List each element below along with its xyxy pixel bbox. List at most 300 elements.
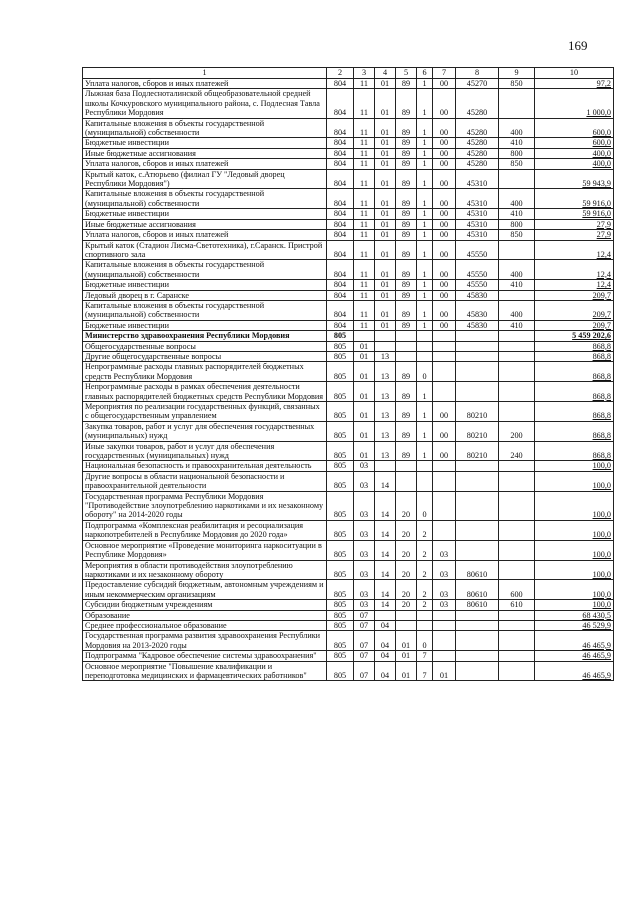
amount: 5 459 202,6 bbox=[535, 331, 614, 341]
code-event bbox=[433, 331, 456, 341]
code-direction bbox=[456, 382, 499, 402]
code-expense-type bbox=[499, 331, 535, 341]
row-name: Капитальные вложения в объекты государственной (муниципальной) собственности bbox=[83, 300, 327, 320]
code-program bbox=[396, 331, 417, 341]
code-program: 89 bbox=[396, 290, 417, 300]
code-subsection: 13 bbox=[375, 362, 396, 382]
header-row bbox=[83, 68, 614, 79]
row-name: Общегосударственные вопросы bbox=[83, 341, 327, 351]
code-subsection: 13 bbox=[375, 402, 396, 422]
code-event: 03 bbox=[433, 560, 456, 580]
column-header: 6 bbox=[417, 68, 433, 79]
code-section: 01 bbox=[354, 441, 375, 461]
code-subsection: 13 bbox=[375, 441, 396, 461]
code-subsection: 04 bbox=[375, 620, 396, 630]
table-row bbox=[83, 138, 614, 148]
code-event bbox=[433, 620, 456, 630]
code-event: 00 bbox=[433, 209, 456, 219]
code-subprogram: 1 bbox=[417, 219, 433, 229]
code-program: 89 bbox=[396, 441, 417, 461]
code-expense-type: 410 bbox=[499, 209, 535, 219]
amount: 46 465,9 bbox=[535, 661, 614, 681]
code-section: 03 bbox=[354, 580, 375, 600]
row-name: Лыжная база Подлесноталинской общеобразовательной средней школы Кочкуровского муниципального района, с. Подлесная Тавла Республики Мордовия bbox=[83, 89, 327, 118]
code-ministry: 805 bbox=[327, 600, 354, 610]
code-expense-type bbox=[499, 610, 535, 620]
column-header: 10 bbox=[535, 68, 614, 79]
row-name: Образование bbox=[83, 610, 327, 620]
code-subprogram: 1 bbox=[417, 320, 433, 330]
code-subprogram: 1 bbox=[417, 402, 433, 422]
code-expense-type: 400 bbox=[499, 189, 535, 209]
code-ministry: 804 bbox=[327, 219, 354, 229]
code-section: 11 bbox=[354, 320, 375, 330]
code-subsection: 14 bbox=[375, 471, 396, 491]
table-row bbox=[83, 290, 614, 300]
amount: 600,0 bbox=[535, 138, 614, 148]
code-subprogram bbox=[417, 341, 433, 351]
code-subsection: 01 bbox=[375, 89, 396, 118]
code-ministry: 804 bbox=[327, 169, 354, 189]
row-name: Основное мероприятие «Проведение мониторинга наркоситуации в Республике Мордовия» bbox=[83, 540, 327, 560]
code-direction bbox=[456, 610, 499, 620]
row-name: Основное мероприятие "Повышение квалификации и переподготовка медицинских и фармацевтических работников" bbox=[83, 661, 327, 681]
row-name: Капитальные вложения в объекты государственной (муниципальной) собственности bbox=[83, 260, 327, 280]
table-row bbox=[83, 540, 614, 560]
code-section: 03 bbox=[354, 600, 375, 610]
code-subsection: 04 bbox=[375, 651, 396, 661]
row-name: Подпрограмма "Кадровое обеспечение системы здравоохранения" bbox=[83, 651, 327, 661]
code-program: 89 bbox=[396, 148, 417, 158]
code-program: 89 bbox=[396, 300, 417, 320]
code-section: 11 bbox=[354, 79, 375, 89]
code-program: 89 bbox=[396, 138, 417, 148]
code-program: 89 bbox=[396, 260, 417, 280]
code-program: 01 bbox=[396, 661, 417, 681]
code-ministry: 805 bbox=[327, 580, 354, 600]
code-subprogram: 2 bbox=[417, 560, 433, 580]
code-direction bbox=[456, 620, 499, 630]
code-direction: 80210 bbox=[456, 421, 499, 441]
code-subsection: 01 bbox=[375, 320, 396, 330]
code-ministry: 804 bbox=[327, 230, 354, 240]
code-program bbox=[396, 351, 417, 361]
code-section: 11 bbox=[354, 169, 375, 189]
amount: 12,4 bbox=[535, 240, 614, 260]
code-subprogram: 2 bbox=[417, 580, 433, 600]
code-section: 11 bbox=[354, 209, 375, 219]
code-program bbox=[396, 471, 417, 491]
code-subprogram: 1 bbox=[417, 441, 433, 461]
code-event: 00 bbox=[433, 290, 456, 300]
row-name: Министерство здравоохранения Республики Мордовия bbox=[83, 331, 327, 341]
table-row bbox=[83, 219, 614, 229]
code-expense-type: 400 bbox=[499, 260, 535, 280]
code-subprogram: 1 bbox=[417, 79, 433, 89]
code-section: 03 bbox=[354, 560, 375, 580]
code-expense-type bbox=[499, 471, 535, 491]
code-subsection: 14 bbox=[375, 580, 396, 600]
code-subsection: 14 bbox=[375, 520, 396, 540]
amount: 400,0 bbox=[535, 148, 614, 158]
code-subprogram: 2 bbox=[417, 520, 433, 540]
column-header: 8 bbox=[456, 68, 499, 79]
code-ministry: 805 bbox=[327, 351, 354, 361]
table-row bbox=[83, 280, 614, 290]
row-name: Непрограммные расходы в рамках обеспечения деятельности главных распорядителей бюджетных средств Республики Мордовия bbox=[83, 382, 327, 402]
code-program: 01 bbox=[396, 631, 417, 651]
code-expense-type bbox=[499, 631, 535, 651]
code-subprogram: 2 bbox=[417, 600, 433, 610]
code-expense-type: 600 bbox=[499, 580, 535, 600]
code-expense-type bbox=[499, 491, 535, 520]
code-subprogram bbox=[417, 351, 433, 361]
code-program bbox=[396, 461, 417, 471]
code-section: 01 bbox=[354, 421, 375, 441]
code-direction: 80610 bbox=[456, 580, 499, 600]
code-section: 01 bbox=[354, 351, 375, 361]
code-subsection: 14 bbox=[375, 560, 396, 580]
code-program: 89 bbox=[396, 402, 417, 422]
table-row bbox=[83, 300, 614, 320]
code-expense-type bbox=[499, 382, 535, 402]
amount: 27,9 bbox=[535, 230, 614, 240]
table-row bbox=[83, 79, 614, 89]
code-event: 03 bbox=[433, 580, 456, 600]
row-name: Иные закупки товаров, работ и услуг для обеспечения государственных (муниципальных) нужд bbox=[83, 441, 327, 461]
row-name: Государственная программа развития здравоохранения Республики Мордовия на 2013-2020 годы bbox=[83, 631, 327, 651]
table-row bbox=[83, 661, 614, 681]
code-expense-type bbox=[499, 362, 535, 382]
code-expense-type bbox=[499, 560, 535, 580]
code-subprogram: 0 bbox=[417, 631, 433, 651]
code-event: 00 bbox=[433, 421, 456, 441]
code-ministry: 804 bbox=[327, 118, 354, 138]
code-expense-type: 800 bbox=[499, 148, 535, 158]
amount: 59 943,9 bbox=[535, 169, 614, 189]
code-direction: 80210 bbox=[456, 402, 499, 422]
code-program: 20 bbox=[396, 540, 417, 560]
code-section: 07 bbox=[354, 651, 375, 661]
code-program: 20 bbox=[396, 560, 417, 580]
code-subsection: 01 bbox=[375, 290, 396, 300]
code-section: 03 bbox=[354, 471, 375, 491]
code-expense-type bbox=[499, 540, 535, 560]
row-name: Капитальные вложения в объекты государственной (муниципальной) собственности bbox=[83, 189, 327, 209]
code-program: 89 bbox=[396, 280, 417, 290]
code-subprogram bbox=[417, 471, 433, 491]
code-expense-type bbox=[499, 240, 535, 260]
code-ministry: 805 bbox=[327, 631, 354, 651]
row-name: Подпрограмма «Комплексная реабилитация и ресоциализация наркопотребителей в Республике Мордовия до 2020 года» bbox=[83, 520, 327, 540]
code-subprogram: 1 bbox=[417, 280, 433, 290]
amount: 209,7 bbox=[535, 300, 614, 320]
code-section: 01 bbox=[354, 341, 375, 351]
table-row bbox=[83, 491, 614, 520]
code-section: 11 bbox=[354, 148, 375, 158]
code-event: 00 bbox=[433, 230, 456, 240]
row-name: Предоставление субсидий бюджетным, автономным учреждениям и иным некоммерческим организациям bbox=[83, 580, 327, 600]
code-program: 89 bbox=[396, 240, 417, 260]
code-direction: 45550 bbox=[456, 260, 499, 280]
amount: 12,4 bbox=[535, 260, 614, 280]
code-event: 03 bbox=[433, 540, 456, 560]
table-row bbox=[83, 189, 614, 209]
row-name: Бюджетные инвестиции bbox=[83, 280, 327, 290]
row-name: Крытый каток (Стадион Лисма-Светотехника), г.Саранск. Пристрой спортивного зала bbox=[83, 240, 327, 260]
code-direction: 45280 bbox=[456, 89, 499, 118]
code-expense-type bbox=[499, 661, 535, 681]
code-ministry: 804 bbox=[327, 189, 354, 209]
code-section: 07 bbox=[354, 620, 375, 630]
amount: 59 916,0 bbox=[535, 189, 614, 209]
amount: 46 465,9 bbox=[535, 651, 614, 661]
column-header: 2 bbox=[327, 68, 354, 79]
code-event bbox=[433, 491, 456, 520]
code-program: 01 bbox=[396, 651, 417, 661]
code-direction: 45280 bbox=[456, 138, 499, 148]
code-subsection: 13 bbox=[375, 382, 396, 402]
code-expense-type bbox=[499, 461, 535, 471]
code-program: 89 bbox=[396, 320, 417, 330]
amount: 868,8 bbox=[535, 402, 614, 422]
amount: 868,8 bbox=[535, 421, 614, 441]
code-direction: 45830 bbox=[456, 300, 499, 320]
row-name: Государственная программа Республики Мордовия "Противодействие злоупотреблению наркотиками и их незаконному обороту" на 2014-2020 годы bbox=[83, 491, 327, 520]
table-row bbox=[83, 159, 614, 169]
code-subsection bbox=[375, 461, 396, 471]
table-row bbox=[83, 362, 614, 382]
code-section: 07 bbox=[354, 661, 375, 681]
code-section: 11 bbox=[354, 230, 375, 240]
code-event: 00 bbox=[433, 441, 456, 461]
code-event: 01 bbox=[433, 661, 456, 681]
code-subsection: 01 bbox=[375, 280, 396, 290]
row-name: Мероприятия по реализации государственных функций, связанных с общегосударственным управлением bbox=[83, 402, 327, 422]
code-ministry: 805 bbox=[327, 520, 354, 540]
code-subprogram: 7 bbox=[417, 651, 433, 661]
code-direction: 45550 bbox=[456, 280, 499, 290]
table-row bbox=[83, 651, 614, 661]
amount: 27,9 bbox=[535, 219, 614, 229]
code-expense-type: 410 bbox=[499, 320, 535, 330]
code-direction: 45310 bbox=[456, 230, 499, 240]
code-direction: 45310 bbox=[456, 209, 499, 219]
code-expense-type: 410 bbox=[499, 280, 535, 290]
code-event: 00 bbox=[433, 118, 456, 138]
row-name: Бюджетные инвестиции bbox=[83, 320, 327, 330]
table-body bbox=[83, 79, 614, 681]
amount: 100,0 bbox=[535, 580, 614, 600]
code-event bbox=[433, 341, 456, 351]
code-ministry: 804 bbox=[327, 290, 354, 300]
code-direction: 45310 bbox=[456, 169, 499, 189]
code-expense-type bbox=[499, 651, 535, 661]
code-expense-type bbox=[499, 520, 535, 540]
amount: 868,8 bbox=[535, 441, 614, 461]
code-subsection: 01 bbox=[375, 118, 396, 138]
code-direction bbox=[456, 661, 499, 681]
amount: 100,0 bbox=[535, 461, 614, 471]
code-section: 11 bbox=[354, 300, 375, 320]
code-event: 00 bbox=[433, 138, 456, 148]
code-direction bbox=[456, 631, 499, 651]
table-row bbox=[83, 560, 614, 580]
code-section: 03 bbox=[354, 461, 375, 471]
table-row bbox=[83, 600, 614, 610]
code-subsection: 01 bbox=[375, 138, 396, 148]
code-subsection: 04 bbox=[375, 661, 396, 681]
amount: 59 916,0 bbox=[535, 209, 614, 219]
code-ministry: 805 bbox=[327, 331, 354, 341]
code-direction: 80610 bbox=[456, 600, 499, 610]
table-row bbox=[83, 471, 614, 491]
code-subprogram: 1 bbox=[417, 159, 433, 169]
code-program: 89 bbox=[396, 382, 417, 402]
code-subsection: 14 bbox=[375, 540, 396, 560]
code-direction bbox=[456, 491, 499, 520]
code-expense-type: 400 bbox=[499, 300, 535, 320]
code-ministry: 804 bbox=[327, 240, 354, 260]
table-row bbox=[83, 341, 614, 351]
code-direction: 45830 bbox=[456, 290, 499, 300]
code-subprogram: 1 bbox=[417, 209, 433, 219]
code-section: 03 bbox=[354, 540, 375, 560]
code-program: 20 bbox=[396, 600, 417, 610]
code-direction: 45310 bbox=[456, 189, 499, 209]
amount: 100,0 bbox=[535, 471, 614, 491]
amount: 868,8 bbox=[535, 341, 614, 351]
code-program: 89 bbox=[396, 421, 417, 441]
code-section: 07 bbox=[354, 610, 375, 620]
code-event bbox=[433, 461, 456, 471]
code-program: 89 bbox=[396, 209, 417, 219]
code-ministry: 805 bbox=[327, 382, 354, 402]
code-event: 00 bbox=[433, 89, 456, 118]
code-ministry: 804 bbox=[327, 209, 354, 219]
page-number: 169 bbox=[568, 38, 588, 53]
code-subprogram: 1 bbox=[417, 118, 433, 138]
row-name: Другие общегосударственные вопросы bbox=[83, 351, 327, 361]
code-event: 00 bbox=[433, 189, 456, 209]
code-section: 01 bbox=[354, 382, 375, 402]
amount: 868,8 bbox=[535, 351, 614, 361]
code-section: 11 bbox=[354, 260, 375, 280]
amount: 12,4 bbox=[535, 280, 614, 290]
row-name: Иные бюджетные ассигнования bbox=[83, 219, 327, 229]
table-row bbox=[83, 580, 614, 600]
code-program: 20 bbox=[396, 580, 417, 600]
code-event: 00 bbox=[433, 300, 456, 320]
row-name: Субсидии бюджетным учреждениям bbox=[83, 600, 327, 610]
table-row bbox=[83, 461, 614, 471]
column-header: 1 bbox=[83, 68, 327, 79]
row-name: Уплата налогов, сборов и иных платежей bbox=[83, 79, 327, 89]
code-section: 11 bbox=[354, 89, 375, 118]
amount: 600,0 bbox=[535, 118, 614, 138]
code-expense-type bbox=[499, 402, 535, 422]
row-name: Капитальные вложения в объекты государственной (муниципальной) собственности bbox=[83, 118, 327, 138]
code-program: 89 bbox=[396, 189, 417, 209]
code-program: 20 bbox=[396, 520, 417, 540]
code-subprogram: 0 bbox=[417, 491, 433, 520]
code-subsection: 04 bbox=[375, 631, 396, 651]
code-event bbox=[433, 382, 456, 402]
row-name: Мероприятия в области противодействия злоупотреблению наркотиками и их незаконному обороту bbox=[83, 560, 327, 580]
code-event: 00 bbox=[433, 260, 456, 280]
code-ministry: 804 bbox=[327, 300, 354, 320]
code-expense-type bbox=[499, 290, 535, 300]
table-row bbox=[83, 230, 614, 240]
code-subsection: 01 bbox=[375, 79, 396, 89]
code-subsection: 01 bbox=[375, 240, 396, 260]
row-name: Национальная безопасность и правоохранительная деятельность bbox=[83, 461, 327, 471]
code-section: 11 bbox=[354, 280, 375, 290]
amount: 868,8 bbox=[535, 362, 614, 382]
code-subprogram: 1 bbox=[417, 169, 433, 189]
code-event: 00 bbox=[433, 402, 456, 422]
code-direction: 45270 bbox=[456, 79, 499, 89]
code-subprogram: 1 bbox=[417, 300, 433, 320]
code-section: 11 bbox=[354, 219, 375, 229]
table-row bbox=[83, 118, 614, 138]
code-subprogram: 1 bbox=[417, 240, 433, 260]
code-direction bbox=[456, 520, 499, 540]
code-ministry: 804 bbox=[327, 89, 354, 118]
code-direction: 45280 bbox=[456, 148, 499, 158]
amount: 100,0 bbox=[535, 491, 614, 520]
code-section: 01 bbox=[354, 402, 375, 422]
code-direction bbox=[456, 341, 499, 351]
code-subprogram: 2 bbox=[417, 540, 433, 560]
code-ministry: 805 bbox=[327, 441, 354, 461]
code-direction bbox=[456, 362, 499, 382]
code-subprogram: 1 bbox=[417, 421, 433, 441]
amount: 46 529,9 bbox=[535, 620, 614, 630]
code-section: 01 bbox=[354, 362, 375, 382]
code-direction: 80610 bbox=[456, 560, 499, 580]
code-program bbox=[396, 610, 417, 620]
table-row bbox=[83, 89, 614, 118]
code-subprogram: 1 bbox=[417, 382, 433, 402]
amount: 97,2 bbox=[535, 79, 614, 89]
code-subsection: 01 bbox=[375, 159, 396, 169]
code-ministry: 805 bbox=[327, 421, 354, 441]
code-subsection: 01 bbox=[375, 169, 396, 189]
code-ministry: 804 bbox=[327, 138, 354, 148]
amount: 209,7 bbox=[535, 290, 614, 300]
code-expense-type: 850 bbox=[499, 159, 535, 169]
code-subsection: 13 bbox=[375, 421, 396, 441]
table-row bbox=[83, 351, 614, 361]
code-event bbox=[433, 351, 456, 361]
code-expense-type: 850 bbox=[499, 79, 535, 89]
code-subsection: 01 bbox=[375, 300, 396, 320]
code-event: 00 bbox=[433, 159, 456, 169]
code-ministry: 804 bbox=[327, 79, 354, 89]
code-direction: 45310 bbox=[456, 219, 499, 229]
row-name: Бюджетные инвестиции bbox=[83, 138, 327, 148]
code-expense-type bbox=[499, 89, 535, 118]
amount: 400,0 bbox=[535, 159, 614, 169]
code-subsection: 01 bbox=[375, 209, 396, 219]
row-name: Иные бюджетные ассигнования bbox=[83, 148, 327, 158]
table-row bbox=[83, 631, 614, 651]
code-program: 89 bbox=[396, 230, 417, 240]
table-row bbox=[83, 402, 614, 422]
code-event bbox=[433, 520, 456, 540]
code-subsection: 01 bbox=[375, 189, 396, 209]
